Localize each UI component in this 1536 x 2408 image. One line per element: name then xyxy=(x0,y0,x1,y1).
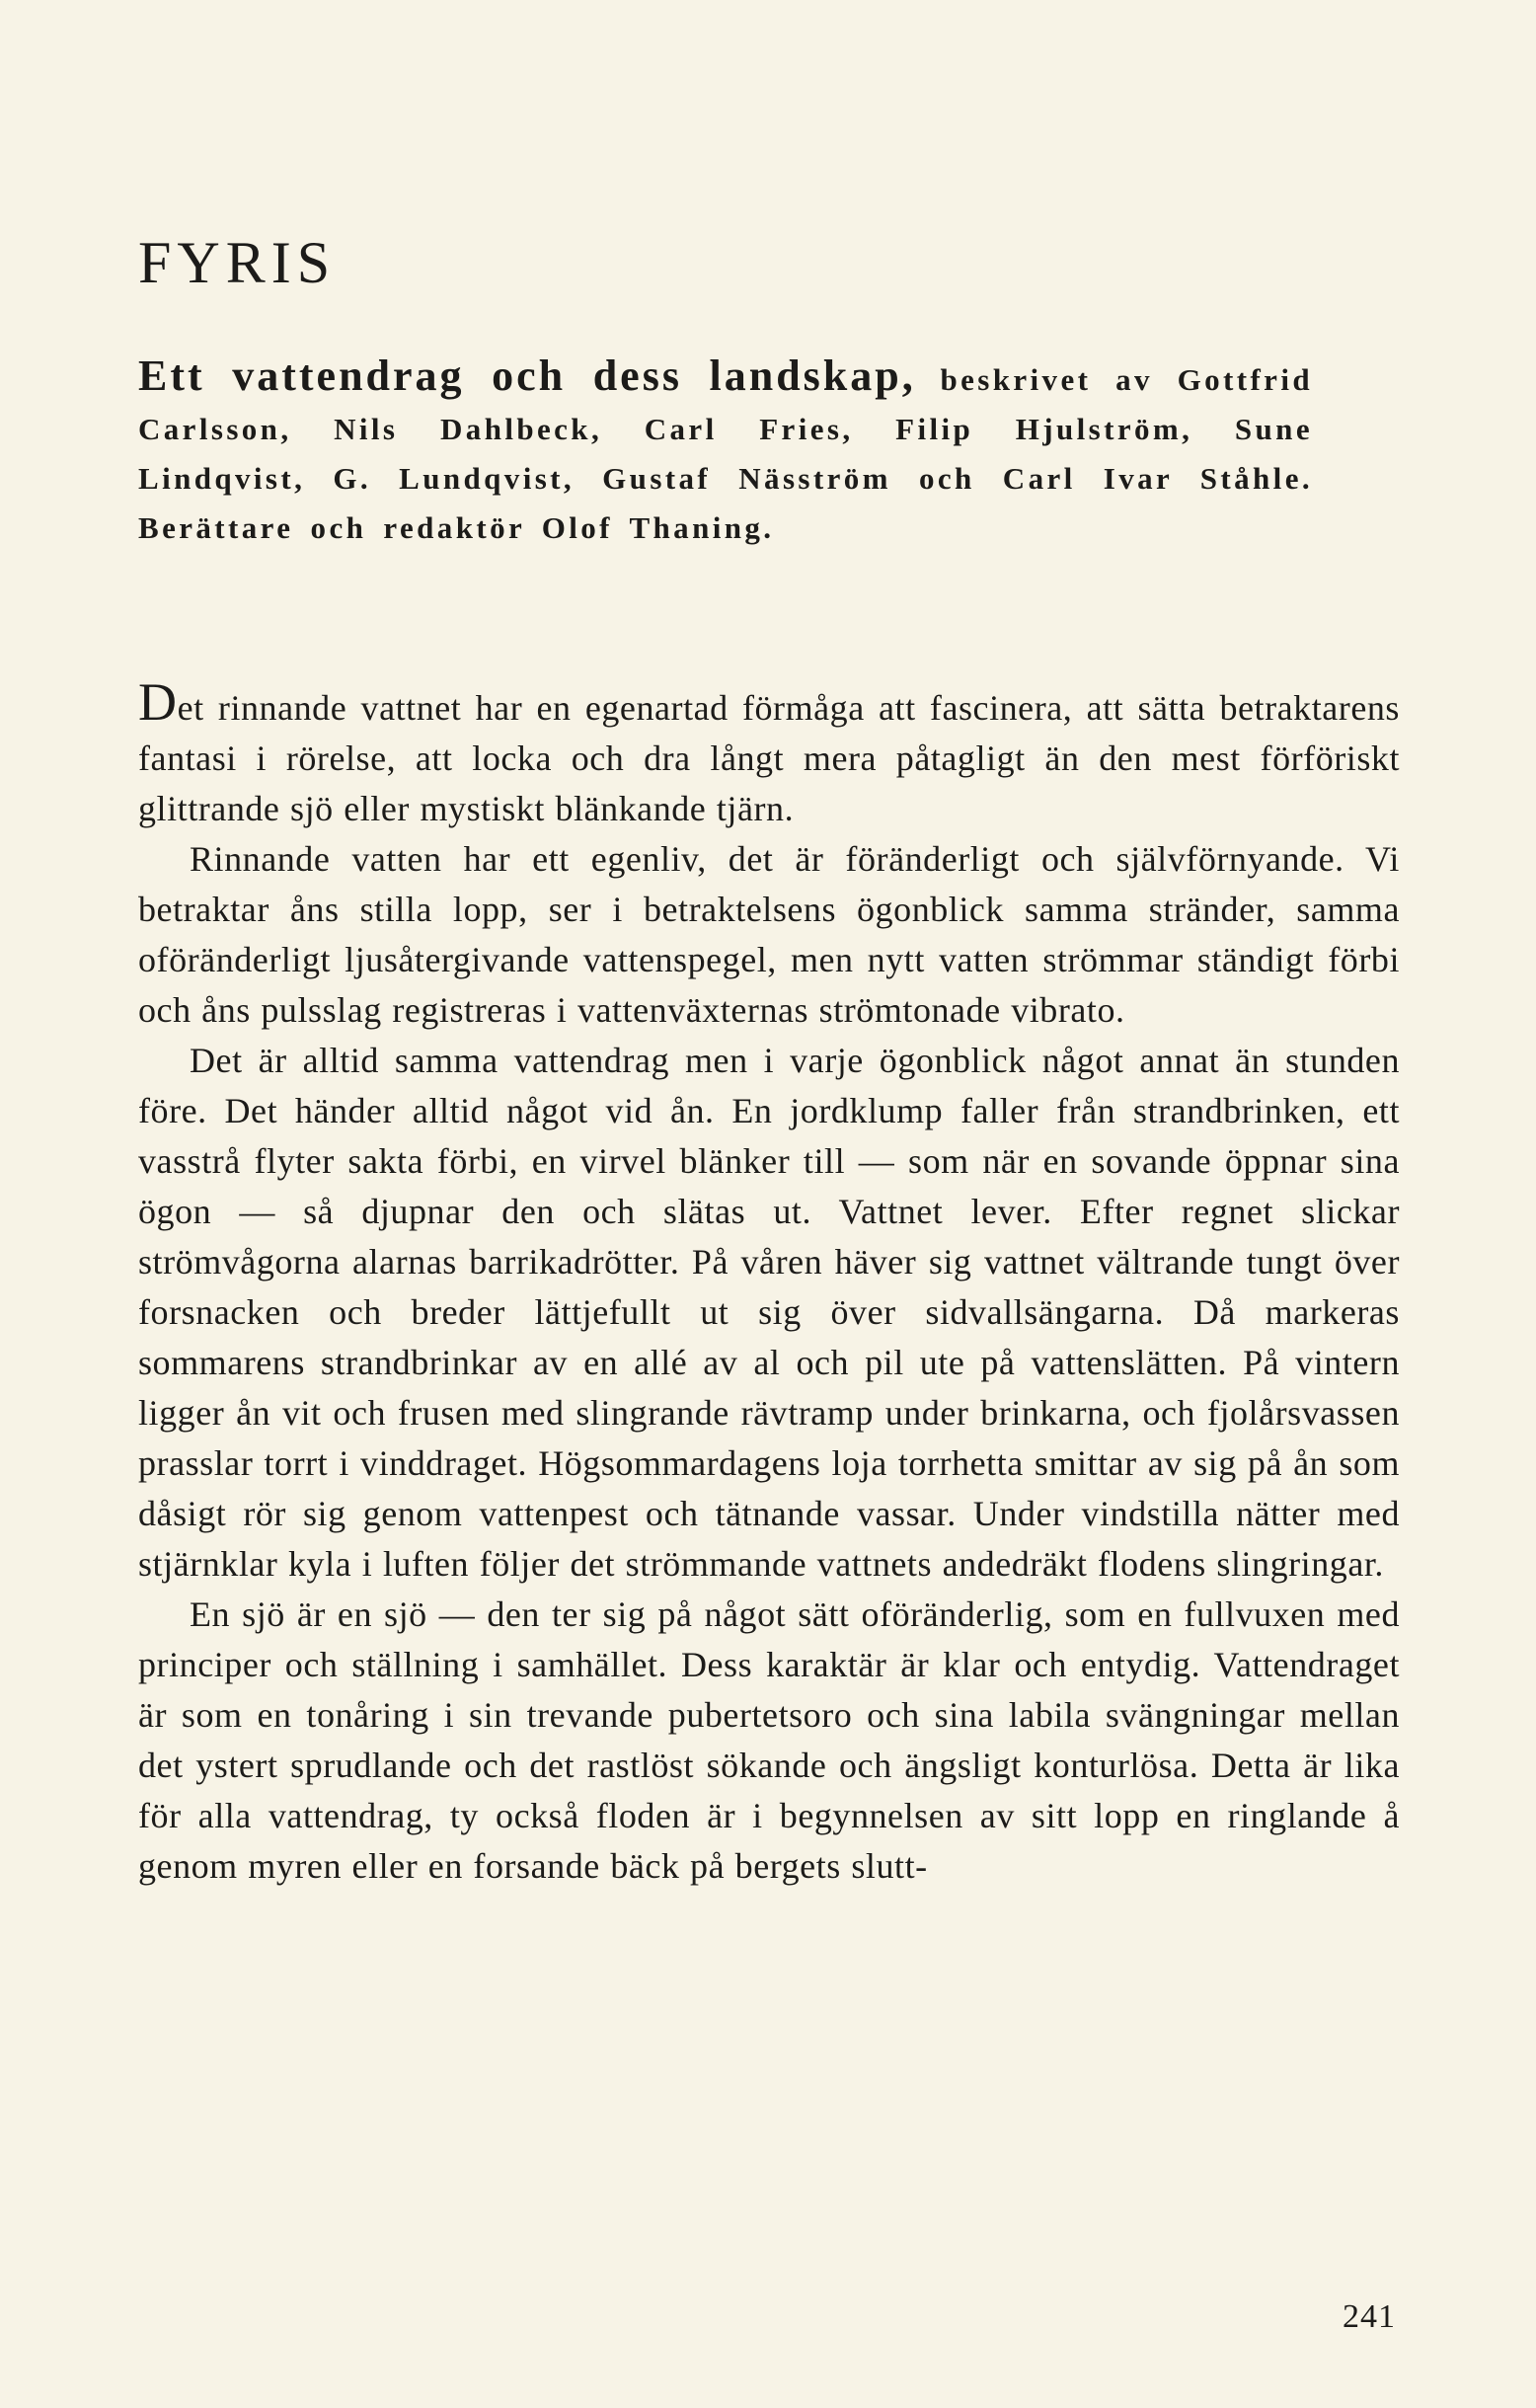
credits-lead: Ett vattendrag och dess landskap, xyxy=(138,351,916,400)
body-text xyxy=(138,672,1400,1892)
paragraph-1 xyxy=(138,672,1400,834)
paragraph-4: En sjö är en sjö — den ter sig på något sätt oföränderlig, som en fullvuxen med principer och ställning i samhället. Dess karaktär är klar och entydig. Vattendraget är som en tonåring i sin trevande pubertetsoro och sina labila svängningar mellan det ystert sprudlande och det rastlöst sökande och ängsligt konturlösa. Detta är lika för alla vattendrag, ty också floden är i begynnelsen av sitt lopp en ringlande å genom myren eller en forsande bäck på bergets slutt- xyxy=(138,1594,1400,1886)
paragraph-2: Rinnande vatten har ett egenliv, det är föränderligt och självförnyande. Vi betraktar åns stilla lopp, ser i betraktelsens ögonblick samma stränder, samma oföränderligt ljusåtergivande vattenspegel, men nytt vatten strömmar ständigt förbi och åns pulsslag registreras i vattenväxternas strömtonade vibrato. xyxy=(138,839,1400,1030)
paragraph-1-text: et rinnande vattnet har en egenartad förmåga att fascinera, att sätta betraktarens fantasi i rörelse, att locka och dra långt mera påtagligt än den mest förföriskt glittrande sjö eller mystiskt blänkande tjärn. xyxy=(138,688,1400,828)
paragraph-3: Det är alltid samma vattendrag men i varje ögonblick något annat än stunden före. Det händer alltid något vid ån. En jordklump faller från strandbrinken, ett vasstrå flyter sakta förbi, en virvel blänker till — som när en sovande öppnar sina ögon — så djupnar den och slätas ut. Vattnet lever. Efter regnet slickar strömvågorna alarnas barrikadrötter. På våren häver sig vattnet vältrande tungt över forsnacken och breder lättjefullt ut sig över sidvallsängarna. Då markeras sommarens strandbrinkar av en allé av al och pil ute på vattenslätten. På vintern ligger ån vit och frusen med slingrande rävtramp under brinkarna, och fjolårsvassen prasslar torrt i vinddraget. Högsommardagens loja torrhetta smittar av sig på ån som dåsigt rör sig genom vattenpest och tätnande vassar. Under vindstilla nätter med stjärnklar kyla i luften följer det strömmande vattnets andedräkt flodens slingringar. xyxy=(138,1041,1400,1584)
drop-cap: D xyxy=(138,672,178,732)
chapter-credits xyxy=(138,351,1313,553)
credits-contributors: beskrivet av Gottfrid Carlsson, Nils Dahlbeck, Carl Fries, Filip Hjulström, Sune Lindqvist, G. Lundqvist, Gustaf Näsström och Carl Ivar Ståhle. Berättare och redaktör Olof Thaning. xyxy=(138,362,1313,545)
page-number: 241 xyxy=(1343,2298,1396,2335)
chapter-title: FYRIS xyxy=(138,230,337,295)
